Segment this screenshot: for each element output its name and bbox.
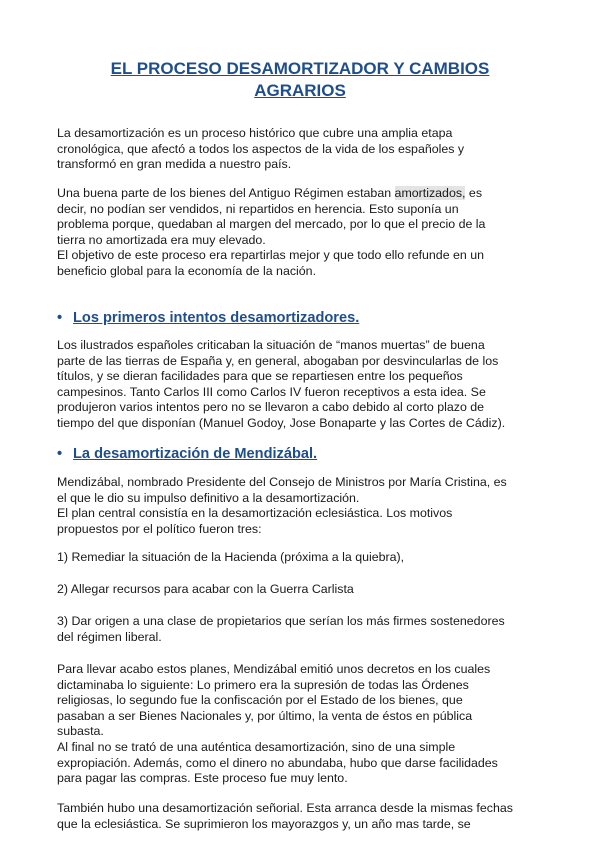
intro-paragraph [57,126,547,173]
seigneurial-paragraph [57,801,547,832]
text-line: También hubo una desamortización señorial. Esta arranca desde la mismas fechas [57,801,513,815]
text-line: campesinos. Tanto Carlos III como Carlos IV fueron receptivos a esta idea. Se [57,384,486,399]
text-line: Los ilustrados españoles criticaban la situación de “manos muertas” de buena [57,338,485,352]
amortization-paragraph [57,186,547,280]
text-segment: Una buena parte de los bienes del Antiguo Régimen estaban [57,186,395,200]
page-title [60,58,540,102]
mendizabal-intro-paragraph [57,475,547,537]
text-line: parte de las tierras de España y, en general, abogaban por desvincularlas de los [57,353,499,368]
text-line: tierra no amortizada era muy elevado. [57,232,266,247]
text-line: cronológica, que afectó a todos los aspectos de la vida de los españoles y [57,141,465,156]
text-line: Al final no se trató de una auténtica desamortización, sino de una simple [57,739,456,754]
text-line: decir, no podían ser vendidos, ni repartidos en herencia. Esto suponía un [57,201,459,216]
text-line: el que le dio su impulso definitivo a la desamortización. [57,490,360,505]
text-line: produjeron varios intentos pero no se llevaron a cabo debido al corto plazo de [57,400,485,415]
text-line: El plan central consistía en la desamortización eclesiástica. Los motivos [57,506,453,521]
text-line: beneficio global para la economía de la nación. [57,263,317,278]
text-line: que la eclesiástica. Se suprimieron los mayorazgos y, un año mas tarde, se [57,816,471,831]
text-line: transformó en gran medida a nuestro país. [57,157,292,172]
text-line: expropiación. Además, como el dinero no abundaba, hubo que darse facilidades [57,755,498,770]
text-line: religiosas, lo segundo fue la confiscación por el Estado de los bienes, que [57,693,463,708]
motive-2 [57,582,547,598]
text-line: tiempo del que disponían (Manuel Godoy, Jose Bonaparte y las Cortes de Cádiz). [57,415,506,430]
first-attempts-paragraph [57,338,547,432]
section-heading-text: Los primeros intentos desamortizadores. [73,310,360,326]
highlighted-word: amortizados, [394,186,466,200]
text-line: El objetivo de este proceso era repartirlas mejor y que todo ello refunde en un [57,248,485,263]
text-line: 1) Remediar la situación de la Hacienda (próxima a la quiebra), [57,550,405,564]
text-line [57,186,547,202]
text-line: problema porque, quedaban al margen del mercado, por lo que el precio de la [57,217,486,232]
text-line: del régimen liberal. [57,629,162,644]
section-heading-text: La desamortización de Mendizábal. [73,446,318,462]
motive-3 [57,614,547,645]
text-segment: es [465,186,483,200]
text-line: dictaminaba lo siguiente: Lo primero era la supresión de todas las Órdenes [57,677,469,692]
section-heading-first-attempts [57,309,547,327]
text-line: Mendizábal, nombrado Presidente del Consejo de Ministros por María Cristina, es [57,475,507,489]
text-line: propuestos por el político fueron tres: [57,521,262,536]
text-line: títulos, y se dieran facilidades para que se repartiesen entre los pequeños [57,369,463,384]
bullet-icon: • [57,310,63,326]
bullet-icon: • [57,446,63,462]
text-line: pasaban a ser Bienes Nacionales y, por último, la venta de éstos en pública [57,708,473,723]
text-line: La desamortización es un proceso histórico que cubre una amplia etapa [57,126,453,140]
text-line: subasta. [57,724,104,739]
text-line: Para llevar acabo estos planes, Mendizábal emitió unos decretos en los cuales [57,662,491,676]
text-line: 3) Dar origen a una clase de propietarios que serían los más firmes sostenedores [57,614,505,628]
title-line-1: EL PROCESO DESAMORTIZADOR Y CAMBIOS [110,59,490,78]
section-heading-mendizabal [57,445,547,463]
motive-1 [57,550,547,566]
text-line: para pagar las compras. Este proceso fue muy lento. [57,771,348,786]
title-line-2: AGRARIOS [254,81,346,100]
text-line: 2) Allegar recursos para acabar con la Guerra Carlista [57,582,354,596]
plans-paragraph [57,662,547,787]
